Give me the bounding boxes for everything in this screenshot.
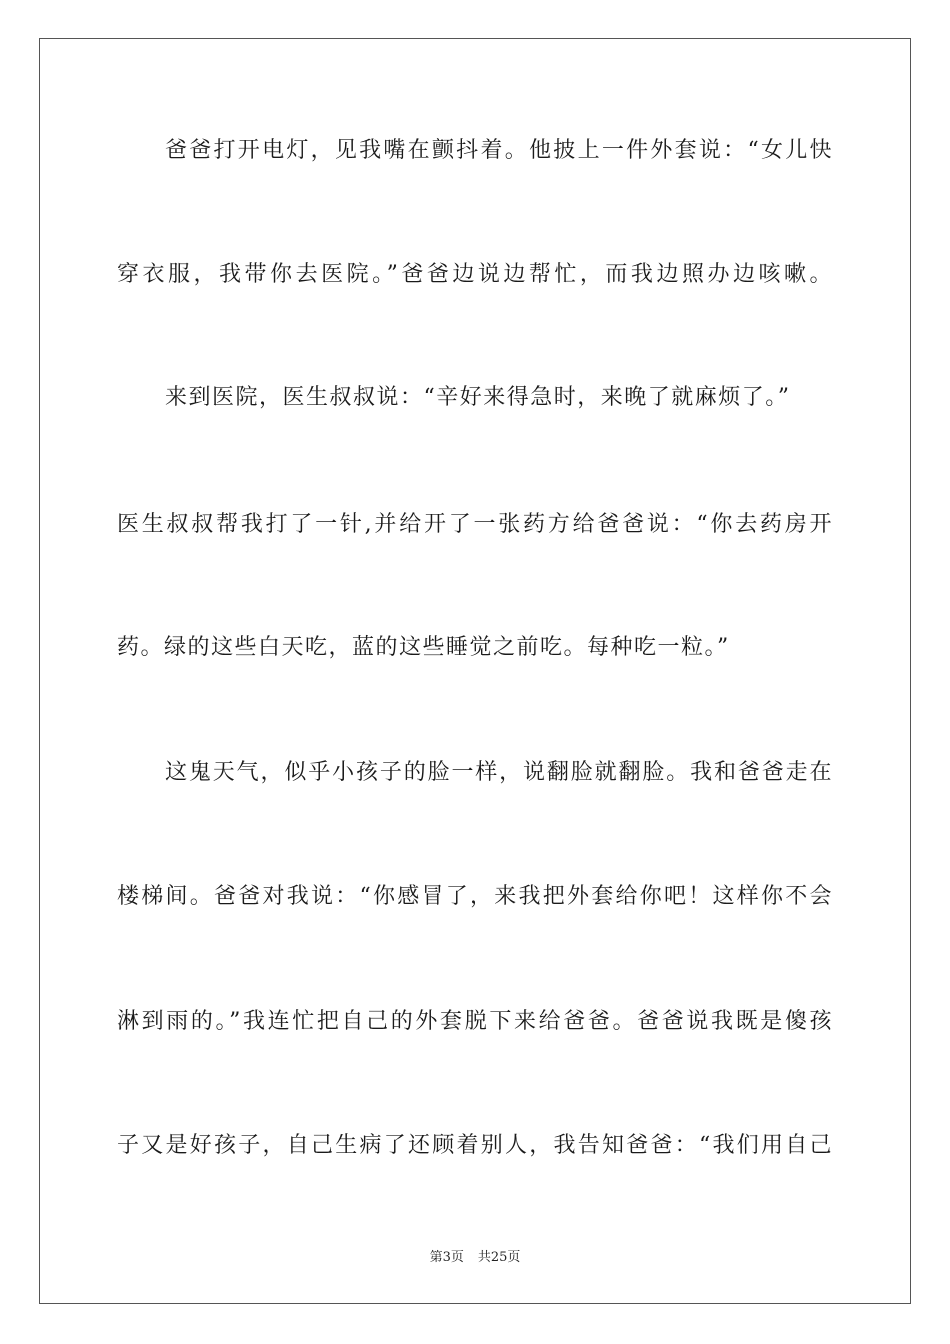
page-border	[39, 38, 911, 1304]
page-number: 第3页	[429, 1250, 464, 1265]
page-total: 共25页	[477, 1250, 521, 1265]
page-footer	[0, 1246, 950, 1265]
paragraph-line: 这鬼天气，似乎小孩子的脸一样，说翻脸就翻脸。我和爸爸走在	[165, 760, 833, 785]
paragraph-line: 来到医院，医生叔叔说：“辛好来得急时，来晚了就麻烦了。”	[165, 385, 791, 410]
paragraph-line: 爸爸打开电灯，见我嘴在颤抖着。他披上一件外套说：“女儿快	[165, 138, 833, 163]
paragraph-line: 淋到雨的。”我连忙把自己的外套脱下来给爸爸。爸爸说我既是傻孩	[117, 1009, 833, 1034]
paragraph-line: 楼梯间。爸爸对我说：“你感冒了，来我把外套给你吧！这样你不会	[117, 884, 833, 909]
paragraph-line: 穿衣服，我带你去医院。”爸爸边说边帮忙，而我边照办边咳嗽。	[117, 262, 833, 287]
paragraph-line: 药。绿的这些白天吃，蓝的这些睡觉之前吃。每种吃一粒。”	[117, 635, 730, 660]
paragraph-line: 子又是好孩子，自己生病了还顾着别人，我告知爸爸：“我们用自己	[117, 1133, 833, 1158]
paragraph-line: 医生叔叔帮我打了一针,并给开了一张药方给爸爸说：“你去药房开	[117, 512, 833, 537]
